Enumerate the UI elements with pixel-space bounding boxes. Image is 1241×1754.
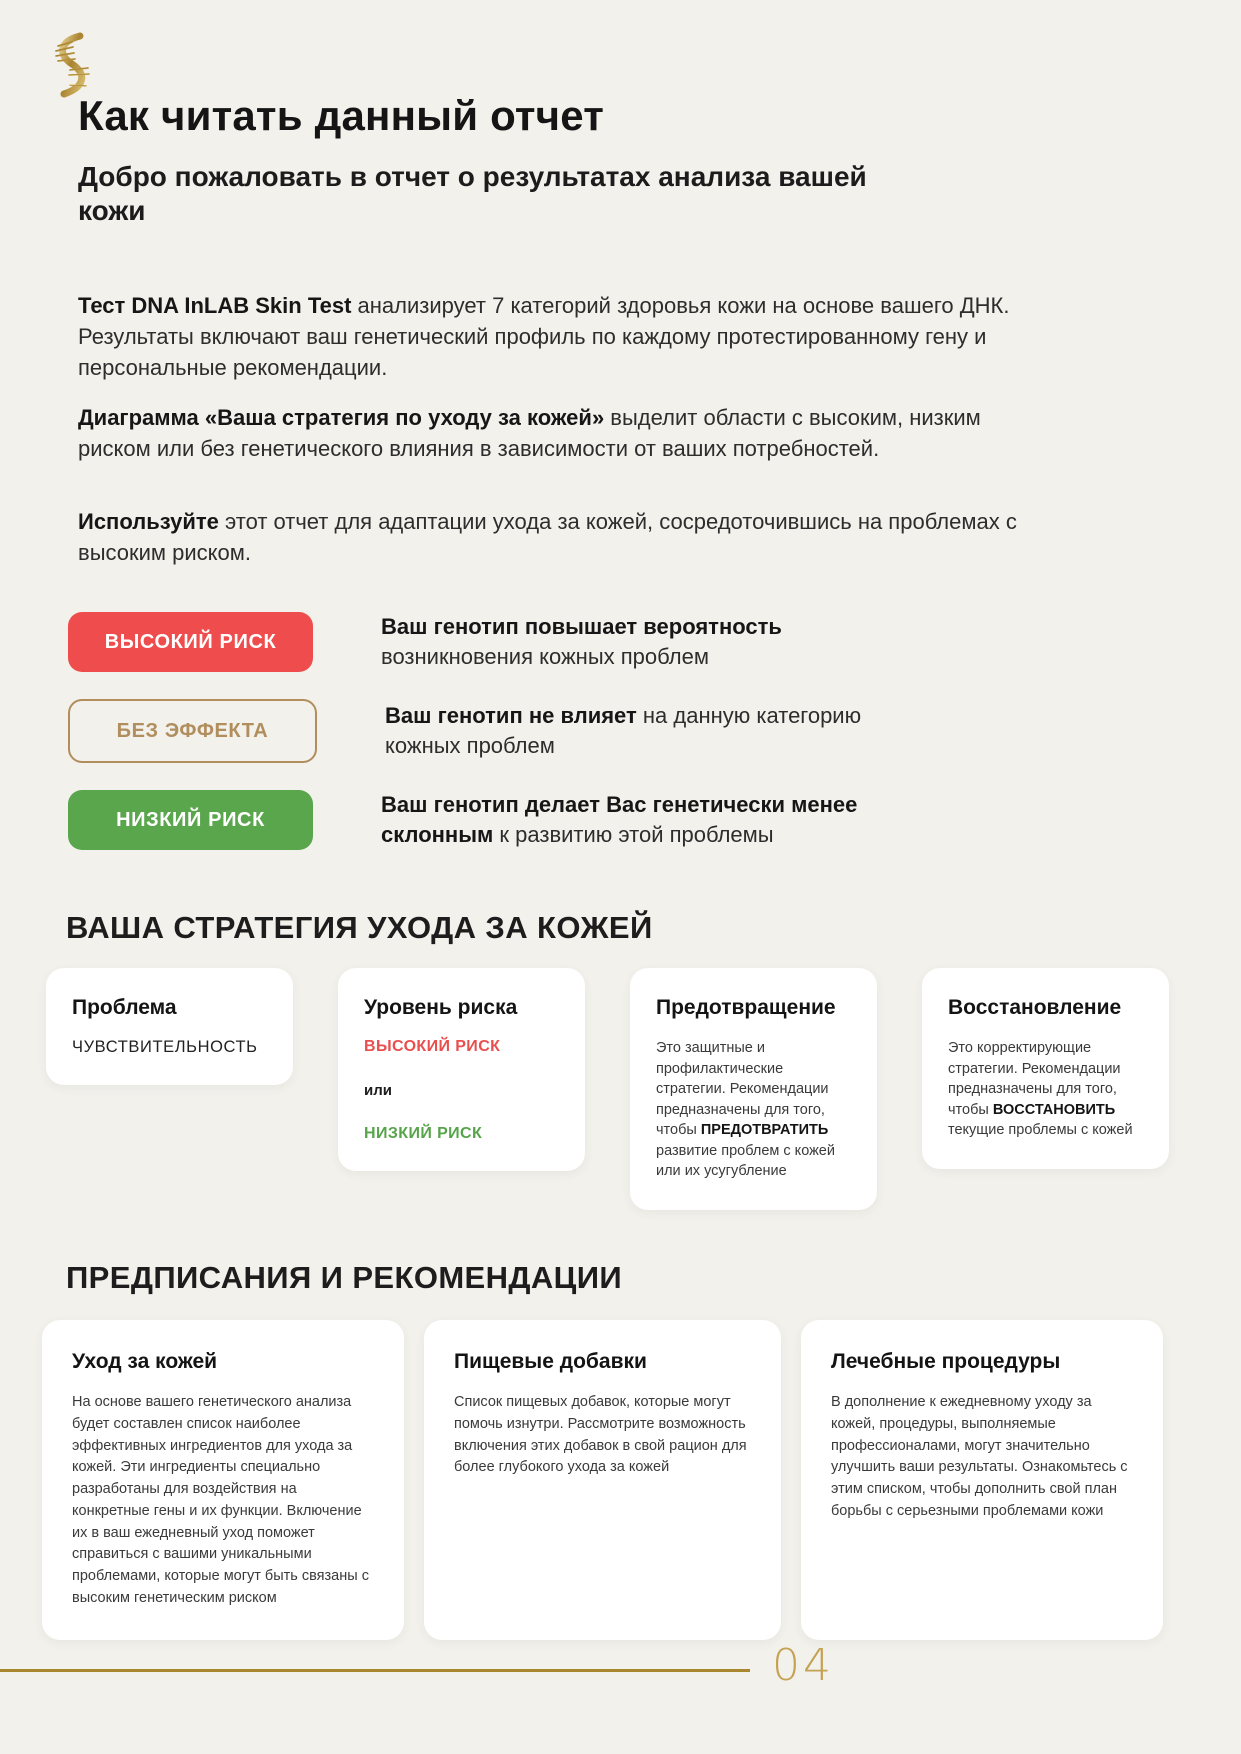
- low-risk-description-text: к развитию этой проблемы: [493, 822, 774, 847]
- page-subtitle: Добро пожаловать в отчет о результатах анализа вашей кожи: [78, 161, 867, 227]
- intro-paragraph-test-bold: Тест DNA InLAB Skin Test: [78, 293, 352, 318]
- high-risk-description-bold: Ваш генотип повышает вероятность: [381, 614, 782, 640]
- risk-level-low-label: НИЗКИЙ РИСК: [364, 1125, 483, 1142]
- strategy-card-risk-level: [338, 968, 585, 1171]
- prescription-card-skincare-heading: Уход за кожей: [72, 1350, 218, 1373]
- prevention-body-text-post: развитие проблем с кожей или их усугубление: [656, 1142, 835, 1180]
- legend-row-high-risk: [68, 612, 1068, 672]
- dna-helix-icon: [44, 32, 102, 98]
- strategy-card-prevention-body: [656, 1038, 851, 1182]
- risk-level-or-label: или: [364, 1082, 392, 1099]
- page-number: 04: [772, 1640, 834, 1691]
- strategy-card-prevention-heading: Предотвращение: [656, 996, 836, 1019]
- low-risk-badge: НИЗКИЙ РИСК: [68, 790, 313, 850]
- prescription-card-treatments-heading: Лечебные процедуры: [831, 1350, 1061, 1373]
- strategy-card-restoration: [922, 968, 1169, 1169]
- restoration-body-bold: ВОССТАНОВИТЬ: [992, 1101, 1116, 1118]
- strategy-card-problem-heading: Проблема: [72, 996, 177, 1019]
- strategy-cards: [46, 968, 1171, 1210]
- low-risk-description: [381, 790, 859, 849]
- strategy-card-problem: [46, 968, 293, 1085]
- strategy-card-restoration-body: [948, 1038, 1143, 1141]
- footer-divider: [0, 1669, 750, 1672]
- strategy-section-title: ВАША СТРАТЕГИЯ УХОДА ЗА КОЖЕЙ: [66, 910, 653, 945]
- prescription-card-treatments-body: В дополнение к ежедневному уходу за кожей, процедуры, выполняемые профессионалами, могут значительно улучшить ваши результаты. Ознакомьтесь с этим списком, чтобы дополнить свой план борьбы с серьезными проблемами кожи: [831, 1394, 1128, 1519]
- intro-paragraph-diagram-bold: Диаграмма «Ваша стратегия по уходу за кожей»: [78, 405, 605, 430]
- intro-paragraph-diagram-text: выделит области с высоким, низким риском или без генетического влияния в зависимости от ваших потребностей.: [78, 405, 981, 462]
- strategy-card-prevention: [630, 968, 877, 1210]
- prescription-card-skincare: [42, 1320, 404, 1640]
- high-risk-description: [381, 612, 859, 671]
- prescription-card-supplements-body: Список пищевых добавок, которые могут помочь изнутри. Рассмотрите возможность включения этих добавок в свой рацион для более глубокого ухода за кожей: [454, 1394, 747, 1476]
- prevention-body-bold: ПРЕДОТВРАТИТЬ: [700, 1122, 829, 1139]
- high-risk-description-text: возникновения кожных проблем: [381, 644, 709, 669]
- intro-paragraph-use: [78, 506, 1033, 568]
- prescription-card-skincare-body: На основе вашего генетического анализа будет составлен список наиболее эффективных ингредиентов для ухода за кожей. Эти ингредиенты специально разработаны для воздействия на конкретные гены и их функции. Включение их в ваш ежедневный уход поможет справиться с вашими уникальными проблемами, которые могут быть связаны с высоким генетическим риском: [72, 1394, 369, 1606]
- restoration-body-text-pre: Это корректирующие стратегии. Рекомендации предназначены для того, чтобы: [948, 1040, 1121, 1118]
- intro-paragraph-test: [78, 290, 1033, 384]
- restoration-body-text-post: текущие проблемы с кожей: [948, 1122, 1133, 1139]
- intro-paragraph-test-text: анализирует 7 категорий здоровья кожи на основе вашего ДНК. Результаты включают ваш генетический профиль по каждому протестированному гену и персональные рекомендации.: [78, 293, 1010, 381]
- low-risk-description-bold: Ваш генотип делает Вас генетически менее склонным: [381, 792, 858, 847]
- legend-row-low-risk: [68, 790, 1068, 850]
- page-title: Как читать данный отчет: [78, 92, 605, 139]
- prescriptions-section-title: ПРЕДПИСАНИЯ И РЕКОМЕНДАЦИИ: [66, 1260, 623, 1295]
- legend-row-no-effect: [68, 699, 1068, 763]
- prescription-card-supplements: [424, 1320, 781, 1640]
- intro-paragraph-use-text: этот отчет для адаптации ухода за кожей, сосредоточившись на проблемах с высоким риском.: [78, 509, 1017, 566]
- no-effect-description-text: на данную категорию кожных проблем: [385, 703, 862, 758]
- strategy-card-restoration-heading: Восстановление: [948, 996, 1122, 1019]
- risk-level-high-label: ВЫСОКИЙ РИСК: [364, 1038, 501, 1055]
- no-effect-description: [385, 701, 863, 760]
- strategy-card-problem-value: ЧУВСТВИТЕЛЬНОСТЬ: [72, 1038, 258, 1056]
- prescriptions-cards: [42, 1320, 1162, 1640]
- risk-legend: [68, 612, 1068, 877]
- prevention-body-text-pre: Это защитные и профилактические стратегии. Рекомендации предназначены для того, чтобы: [656, 1040, 829, 1139]
- high-risk-badge: ВЫСОКИЙ РИСК: [68, 612, 313, 672]
- no-effect-badge: БЕЗ ЭФФЕКТА: [68, 699, 317, 763]
- no-effect-description-bold: Ваш генотип не влияет: [385, 703, 637, 729]
- prescription-card-treatments: [801, 1320, 1163, 1640]
- intro-paragraph-use-bold: Используйте: [78, 509, 219, 534]
- intro-paragraph-diagram: [78, 402, 1033, 464]
- prescription-card-supplements-heading: Пищевые добавки: [454, 1350, 647, 1373]
- strategy-card-risk-level-heading: Уровень риска: [364, 996, 518, 1019]
